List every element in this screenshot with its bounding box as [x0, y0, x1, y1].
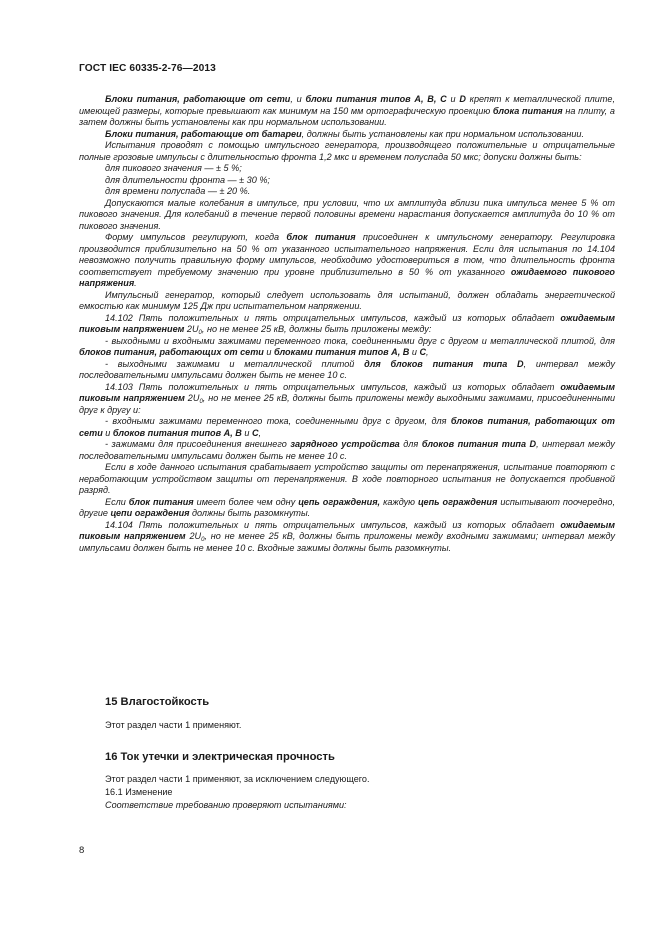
paragraph-mounting: Блоки питания, работающие от сети, и блоки питания типов A, B, C и D крепят к металлической плите, имеющей размеры, которые превышают как минимум на 150 мм ортографическую проекцию блока питания на плиту, а затем должны быть установлены как при нормальном использовании.	[79, 94, 615, 127]
paragraph-overvoltage: Если в ходе данного испытания срабатывает устройство защиты от перенапряжения, испытание повторяют с неработающим устройством защиты от перенапряжения. В ходе повторного испытания не допускается пробивной разряд.	[79, 462, 615, 495]
paragraph-energy: Импульсный генератор, который следует использовать для испытаний, должен обладать энергетической емкостью как минимум 125 Дж при испытательном напряжении.	[79, 289, 615, 311]
list-item: - зажимами для присоединения внешнего зарядного устройства для блоков питания типа D, интервал между последовательными импульсами должен быть не менее 10 с.	[79, 439, 615, 461]
tolerance-item: для времени полуспада — ± 20 %.	[105, 186, 251, 196]
paragraph-circuits: Если блок питания имеет более чем одну цепь ограждения, каждую цепь ограждения испытывают поочередно, другие цепи ограждения должны быть разомкнуты.	[79, 496, 615, 518]
body-text	[79, 94, 615, 554]
list-item: - входными зажимами переменного тока, соединенными друг с другом, для блоков питания, работающих от сети и блоков питания типов A, B и C,	[79, 416, 615, 438]
list-item: - выходными и входными зажимами переменного тока, соединенными друг с другом и металлической плитой, для блоков питания, работающих от сети и блоками питания типов A, B и C,	[79, 335, 615, 357]
tolerance-item: для длительности фронта — ± 30 %;	[105, 174, 270, 185]
section-15-heading: 15 Влагостойкость	[105, 696, 210, 708]
paragraph-waveform: Форму импульсов регулируют, когда блок питания присоединен к импульсному генератору. Регулировка производится приблизительно на 50 % от указанного испытательного напряжения. Если для испытания по 14.104 невозможно получить правильную форму импульсов, необходимо удостовериться в том, что длительность фронта соответствует требуемому значению при уровне приблизительно в 50 % от указанного ожидаемого пикового напряжения.	[79, 232, 615, 288]
paragraph-battery: Блоки питания, работающие от батареи, должны быть установлены как при нормальном использовании.	[105, 128, 584, 139]
clause-14-104: 14.104 Пять положительных и пять отрицательных импульсов, каждый из которых обладает ожидаемым пиковым напряжением $2U_0$, но не менее 25 кВ, должны быть приложены между входными зажимами; интервал между импульсами должен быть не менее 10 с. Входные зажимы должны быть разомкнуты.	[79, 519, 616, 553]
page-number: 8	[79, 845, 85, 856]
clause-14-102: 14.102 Пять положительных и пять отрицательных импульсов, каждый из которых обладает ожидаемым пиковым напряжением $2U_0$, но не менее 25 кВ, должны быть приложены между:	[79, 312, 615, 336]
list-item: - выходными зажимами и металлической плитой для блоков питания типа D, интервал между последовательными импульсами должен быть не менее 10 с.	[79, 358, 615, 380]
clause-14-103: 14.103 Пять положительных и пять отрицательных импульсов, каждый из которых обладает ожидаемым пиковым напряжением $2U_0$, но не менее 25 кВ, должны быть приложены между выходными зажимами, присоединенными друг к другу и:	[79, 381, 616, 415]
section-16-heading: 16 Ток утечки и электрическая прочность	[105, 751, 335, 763]
paragraph-generator: Испытания проводят с помощью импульсного генератора, производящего положительные и отрицательные полные грозовые импульсы с длительностью фронта 1,2 мкс и временем полуспада 50 мкс; допуски должны быть:	[79, 140, 615, 162]
paragraph-oscillations: Допускаются малые колебания в импульсе, при условии, что их амплитуда вблизи пика импульса менее 5 % от пикового значения. Для колебаний в течение первой половины времени нарастания допускается амплитуда до 10 % от пикового значения.	[79, 197, 615, 231]
section-15-text: Этот раздел части 1 применяют.	[105, 720, 242, 730]
tolerance-item: для пикового значения — ± 5 %;	[105, 163, 242, 173]
section-16-text: Этот раздел части 1 применяют, за исключением следующего. 16.1 Изменение Соответствие требованию проверяют испытаниями:	[105, 774, 370, 810]
document-header: ГОСТ IEC 60335-2-76—2013	[79, 63, 216, 74]
